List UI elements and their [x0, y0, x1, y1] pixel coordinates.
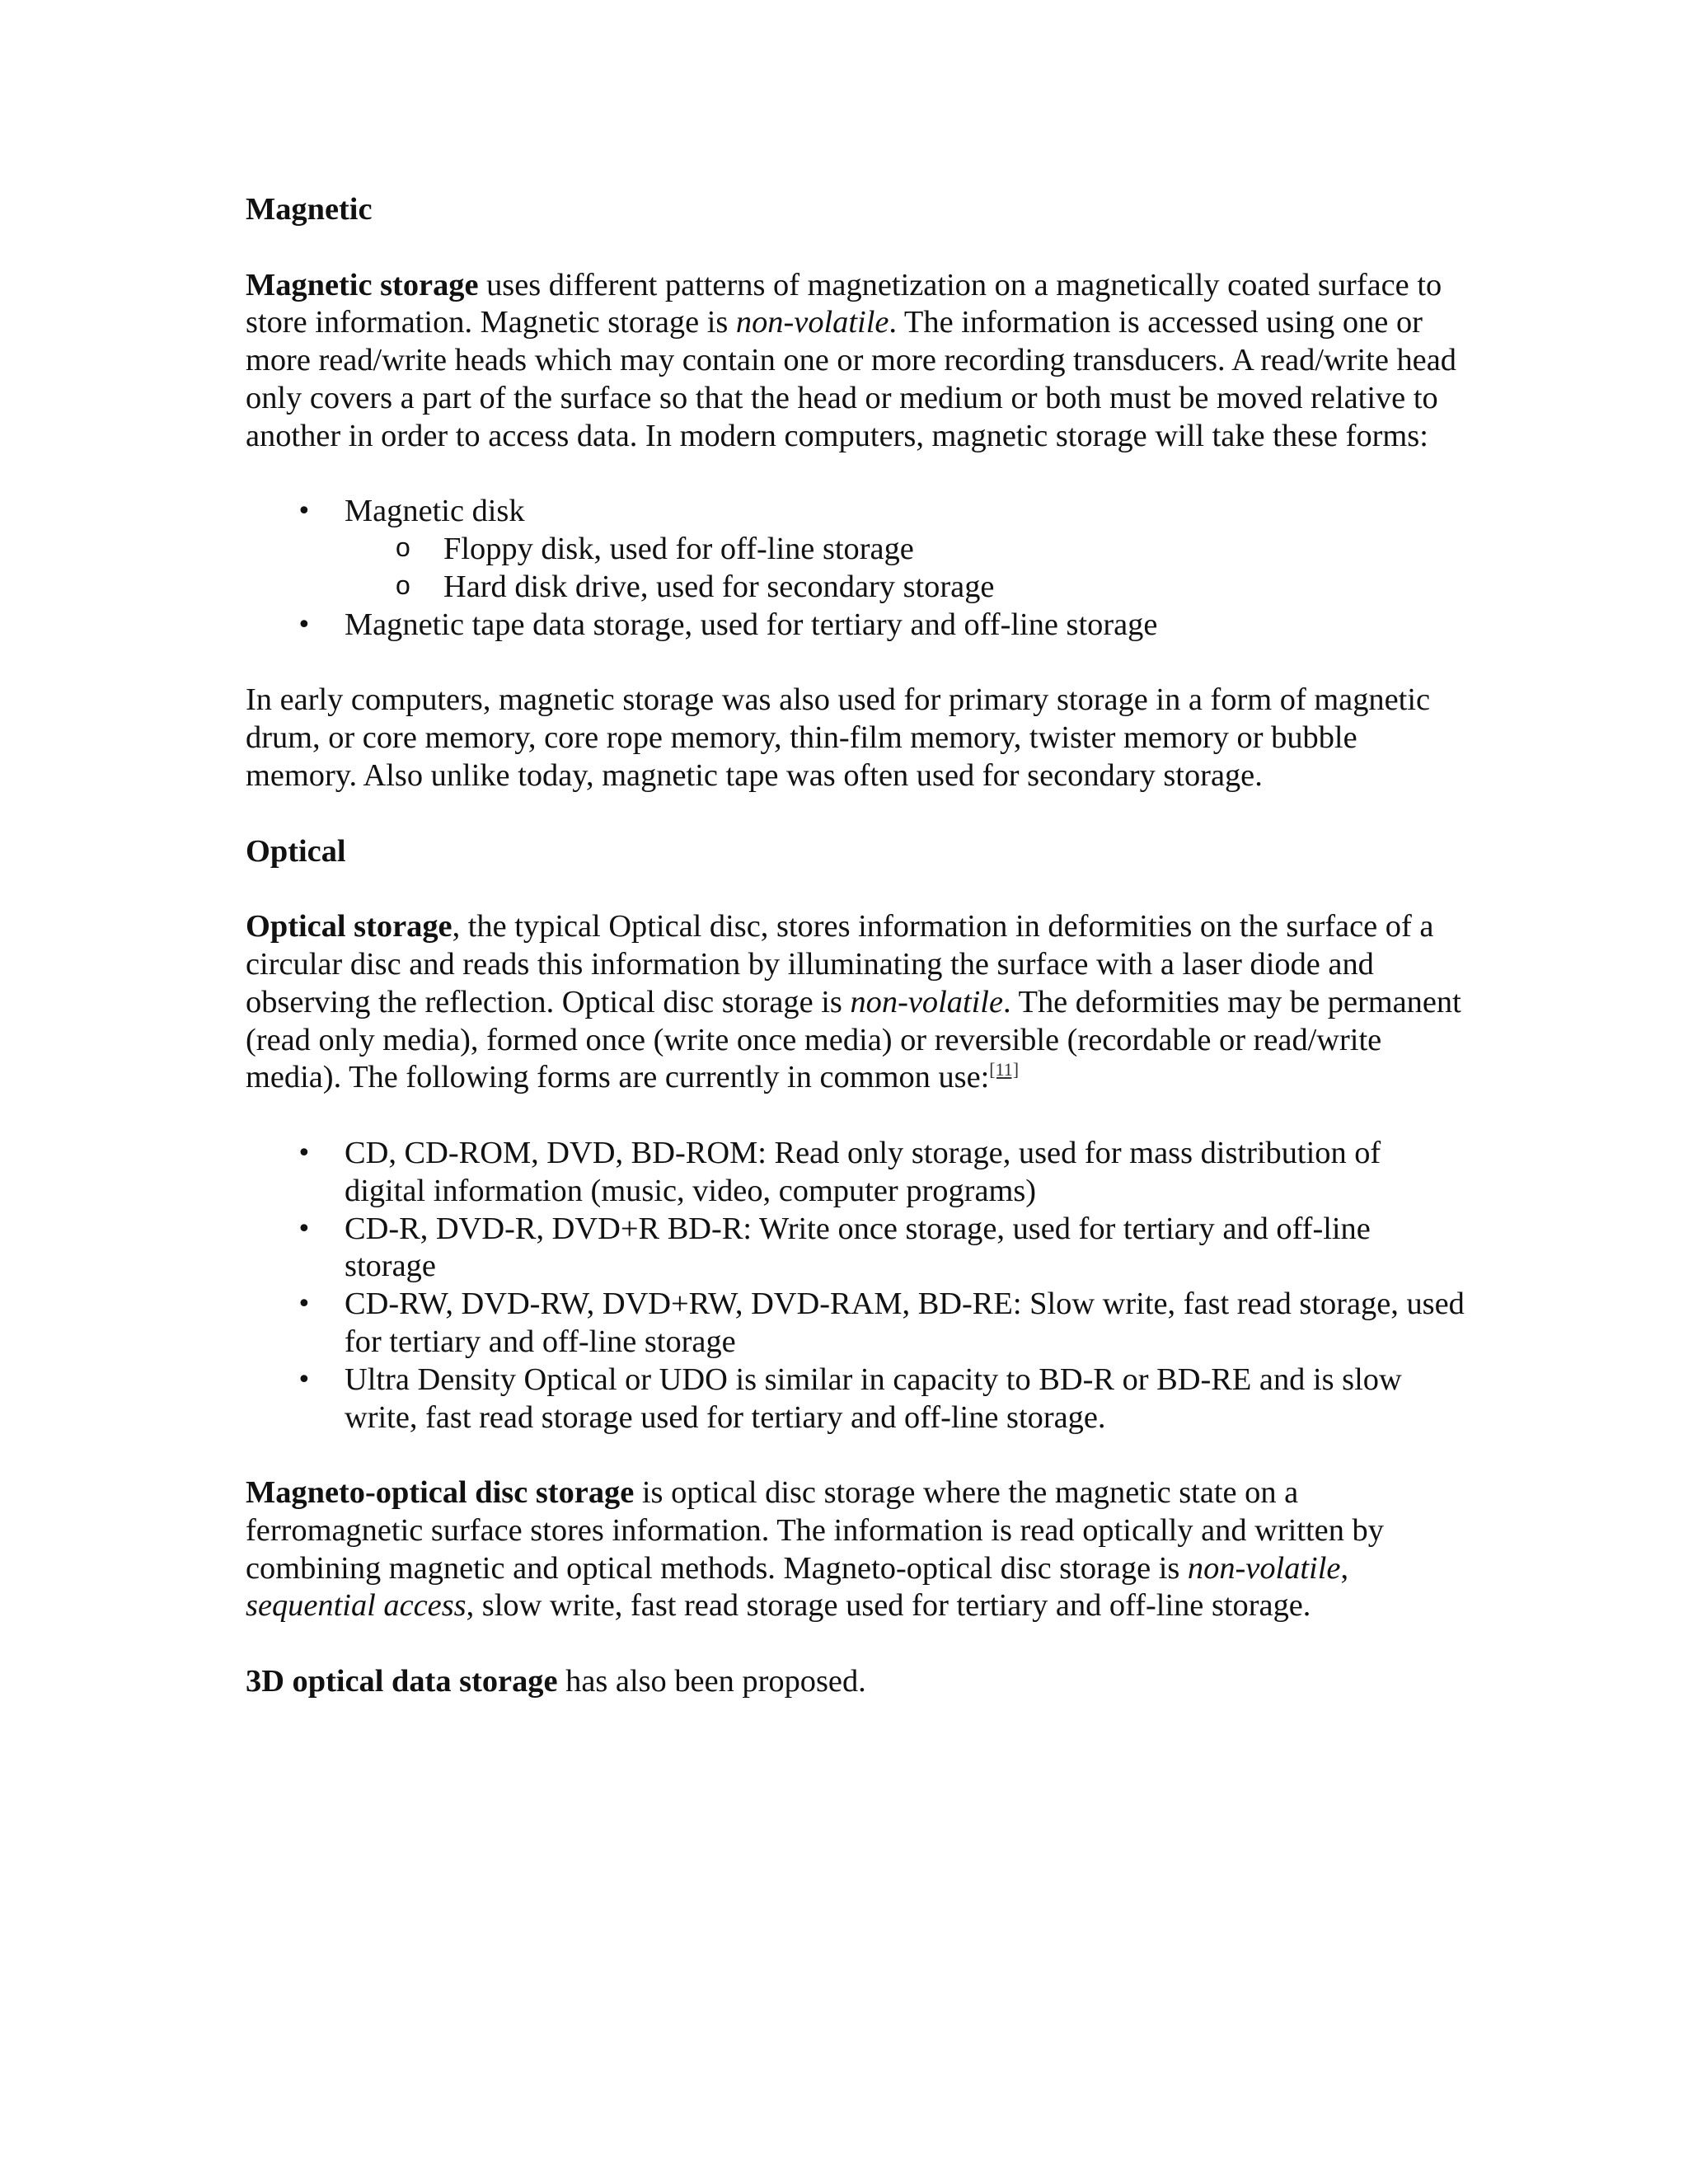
magnetic-disk-sublist	[345, 531, 1465, 607]
paragraph-optical-intro	[246, 908, 1465, 1097]
emphasis-non-volatile: non-volatile	[1187, 1550, 1341, 1586]
list-item-magnetic-tape: • Magnetic tape data storage, used for tertiary and off-line storage	[345, 607, 1465, 644]
citation-link-11[interactable]: [11]	[989, 1059, 1020, 1080]
text-segment: . The information is accessed using one or more read/write heads which may contain one or more recording transducers. A read/write head only covers a part of the surface so that the head or medium or both must be moved relative to another in order to access data. In modern computers, magnetic storage will take these forms:	[246, 305, 1456, 453]
list-item-floppy-disk: o Floppy disk, used for off-line storage	[443, 531, 1465, 569]
list-item-read-only: • CD, CD-ROM, DVD, BD-ROM: Read only storage, used for mass distribution of digital information (music, video, computer programs)	[345, 1135, 1465, 1211]
term-magneto-optical: Magneto-optical disc storage	[246, 1475, 635, 1511]
paragraph-magnetic-intro	[246, 267, 1465, 456]
paragraph-magneto-optical	[246, 1474, 1465, 1625]
heading-magnetic: Magnetic	[246, 192, 373, 227]
text-segment: uses different patterns of magnetization on a magnetically coated surface to store information. Magnetic storage is	[246, 267, 1442, 340]
text-segment: has also been proposed.	[557, 1664, 866, 1699]
text-segment: , the typical Optical disc, stores information in deformities on the surface of a circular disc and reads this information by illuminating the surface with a laser diode and observing the reflection. Optical disc storage is	[246, 909, 1434, 1019]
heading-optical: Optical	[246, 833, 346, 869]
text-segment: is optical disc storage where the magnetic state on a ferromagnetic surface stores information. The information is read optically and written by combining magnetic and optical methods. Magneto-optical disc storage is	[246, 1475, 1384, 1586]
paragraph-3d-optical	[246, 1663, 1465, 1701]
emphasis-sequential-access: sequential access	[246, 1588, 467, 1624]
list-item-label: Magnetic disk	[345, 494, 525, 529]
term-magnetic-storage: Magnetic storage	[246, 267, 479, 302]
magnetic-forms-list	[246, 493, 1465, 644]
list-item-write-once: • CD-R, DVD-R, DVD+R BD-R: Write once storage, used for tertiary and off-line storage	[345, 1211, 1465, 1286]
list-item-rewritable: • CD-RW, DVD-RW, DVD+RW, DVD-RAM, BD-RE: Slow write, fast read storage, used for tertiary and off-line storage	[345, 1286, 1465, 1361]
list-item-magnetic-disk	[345, 493, 1465, 606]
term-3d-optical: 3D optical data storage	[246, 1664, 558, 1699]
paragraph-magnetic-history: In early computers, magnetic storage was also used for primary storage in a form of magnetic drum, or core memory, core rope memory, thin-film memory, twister memory or bubble memory. Also unlike today, magnetic tape was often used for secondary storage.	[246, 682, 1431, 793]
optical-forms-list	[246, 1135, 1465, 1436]
document-page	[246, 191, 1465, 1739]
text-segment: , slow write, fast read storage used for tertiary and off-line storage.	[466, 1588, 1311, 1624]
list-item-hard-disk-drive: o Hard disk drive, used for secondary storage	[443, 569, 1465, 607]
emphasis-non-volatile: non-volatile	[850, 984, 1003, 1019]
emphasis-non-volatile: non-volatile	[735, 305, 889, 340]
text-segment: ,	[1340, 1550, 1349, 1586]
term-optical-storage: Optical storage	[246, 909, 452, 944]
text-segment: . The deformities may be permanent (read only media), formed once (write once media) or reversible (recordable or read/write media). The following forms are currently in common use:	[246, 984, 1461, 1095]
list-item-udo: • Ultra Density Optical or UDO is similar in capacity to BD-R or BD-RE and is slow write, fast read storage used for tertiary and off-line storage.	[345, 1361, 1465, 1437]
